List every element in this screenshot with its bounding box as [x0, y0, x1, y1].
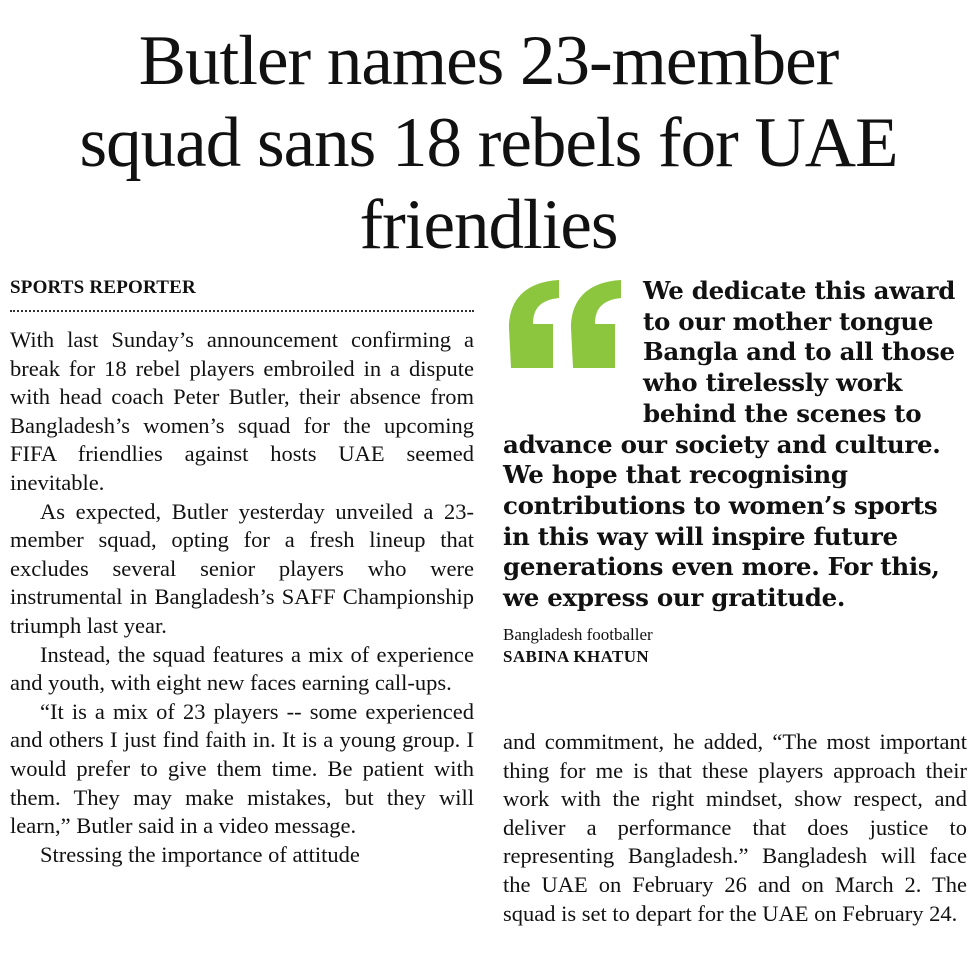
- quote-icon-svg: [503, 278, 633, 378]
- article-body-right-column: [503, 728, 967, 928]
- attribution-role: Bangladesh footballer: [503, 624, 653, 644]
- headline-line-1: Butler names 23-member: [138, 22, 839, 100]
- quote-icon: [503, 278, 633, 426]
- article-body-left-column: [10, 326, 474, 869]
- pull-quote: [503, 276, 969, 668]
- body-paragraph: As expected, Butler yesterday unveiled a 23-member squad, opting for a fresh lineup that excludes several senior players who were instrumental in Bangladesh’s SAFF Championship triumph last year.: [10, 498, 474, 638]
- pull-quote-attribution: [503, 624, 969, 668]
- quote-mark-left: [509, 280, 559, 368]
- headline-line-3: friendlies: [359, 186, 618, 264]
- byline: SPORTS REPORTER: [10, 276, 474, 312]
- body-paragraph: Stressing the importance of attitude: [40, 841, 360, 867]
- headline: [0, 20, 977, 266]
- body-paragraph: and commitment, he added, “The most important thing for me is that these players approach their work with the right mindset, show respect, and deliver a performance that does justice to representing Bangladesh.” Bangladesh will face the UAE on February 26 and on March 2. The squad is set to depart for the UAE on February 24.: [503, 729, 967, 926]
- headline-line-2: squad sans 18 rebels for UAE: [79, 104, 898, 182]
- body-paragraph: “It is a mix of 23 players -- some experienced and others I just find faith in. It is a young group. I would prefer to give them time. Be patient with them. They may make mistakes, but they will learn,” Butler said in a video message.: [10, 698, 474, 839]
- body-paragraph: With last Sunday’s announcement confirming a break for 18 rebel players embroiled in a dispute with head coach Peter Butler, their absence from Bangladesh’s women’s squad for the upcoming FIFA friendlies against hosts UAE seemed inevitable.: [10, 327, 474, 495]
- attribution-name: SABINA KHATUN: [503, 646, 650, 666]
- pull-quote-text: We dedicate this award to our mother tongue Bangla and to all those who tirelessly work behind the scenes to advance our society and culture. We hope that recognising contributions to women’s sports in this way will inspire future generations even more. For this, we express our gratitude.: [503, 276, 956, 613]
- quote-mark-right: [571, 280, 621, 368]
- body-paragraph: Instead, the squad features a mix of experience and youth, with eight new faces earning call-ups.: [10, 641, 474, 696]
